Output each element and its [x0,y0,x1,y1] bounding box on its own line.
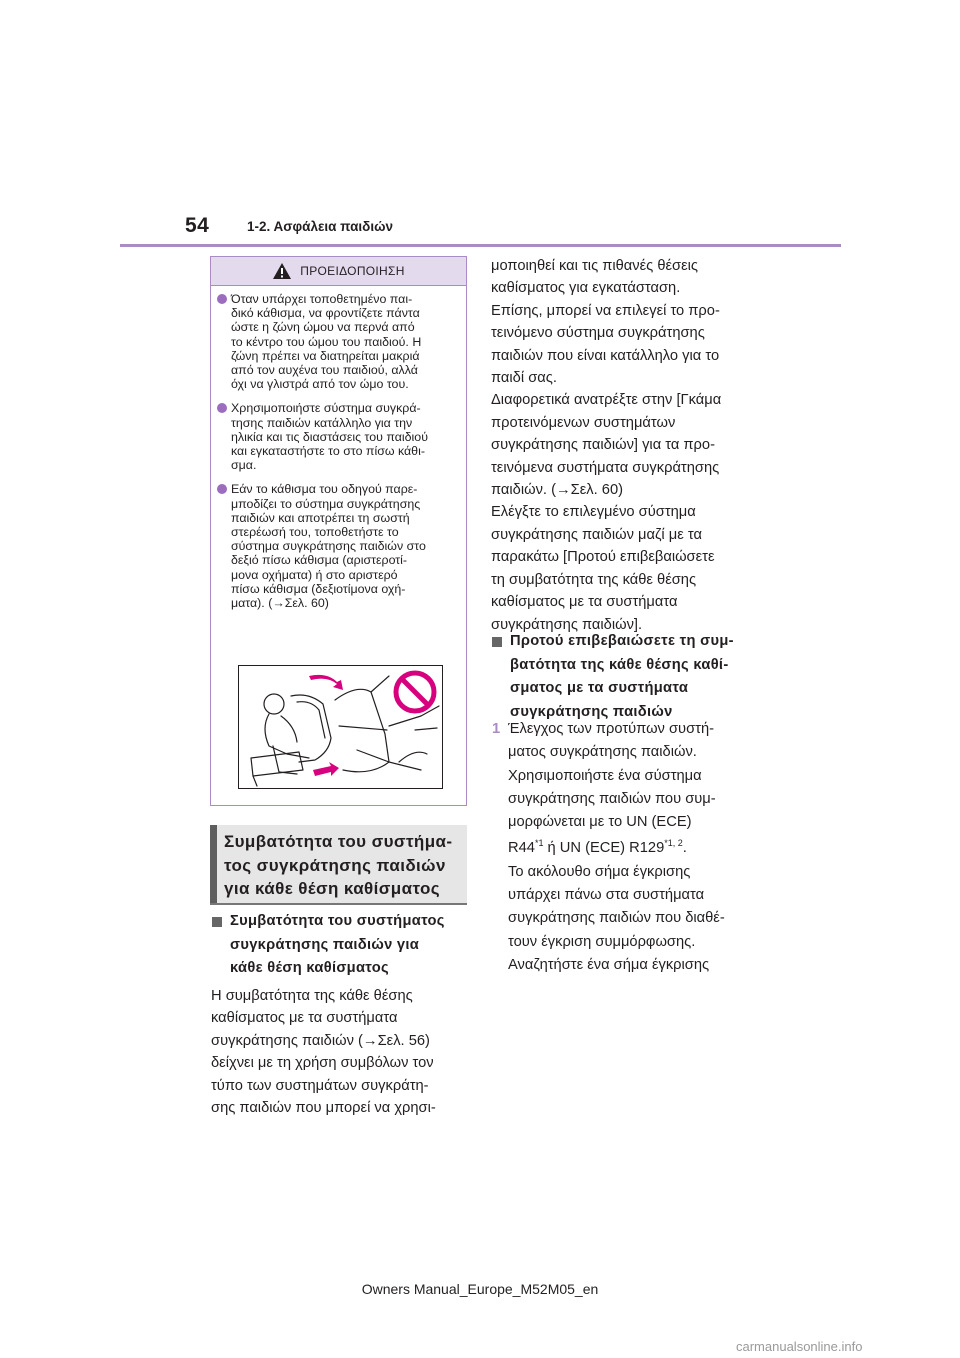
text-line: συγκράτησης παιδιών για [230,936,420,953]
text-line: προτεινόμενων συστημάτων [491,414,676,431]
child-seat-illustration [238,665,443,789]
right-subheading [492,630,754,724]
text-line: παρακάτω [Προτού επιβεβαιώσετε [491,549,715,566]
warning-item [217,401,458,472]
text-line: δείχνει με τη χρήση συμβόλων τον [211,1055,434,1072]
r44-text: R44 [508,840,535,857]
text-line: ματα). (→Σελ. 60) [231,596,329,611]
text-line: τη συμβατότητα της κάθε θέσης [491,571,697,588]
text-line: τύπο των συστημάτων συγκράτη- [211,1077,429,1094]
text-line: ζώνη πρέπει να διατηρείται μακριά [231,348,420,363]
subheading-text [510,630,734,724]
warning-item-text [231,401,428,472]
text-line: Η συμβατότητα της κάθε θέσης [211,988,413,1004]
text-line: Εάν το κάθισμα του οδηγού παρε- [231,482,418,497]
warning-title: ΠΡΟΕΙΔΟΠΟΙΗΣΗ [300,264,405,278]
text-line: μονα οχήματα) ή στο αριστερό [231,567,398,582]
step-1 [492,718,758,977]
r129-text: ή UN (ECE) R129 [543,840,665,857]
text-line: Επίσης, μπορεί να επιλεγεί το προ- [491,302,720,319]
left-subheading [212,910,468,981]
text-line: παιδί σας. [491,370,557,387]
text-line: Αναζητήστε ένα σήμα έγκρισης [508,956,710,973]
heading-side-bar [210,825,217,903]
footer: Owners Manual_Europe_M52M05_en [361,1281,599,1297]
text-line: πίσω κάθισμα (δεξιοτίμονα οχή- [231,581,406,596]
text-line: Χρησιμοποιήστε ένα σύστημα [508,767,702,784]
compatibility-heading-band [210,825,467,905]
text-line: συγκράτησης παιδιών]. [491,616,643,633]
text-line: σματος με τα συστήματα [510,680,689,696]
text-line: παιδιών που είναι κατάλληλο για το [491,347,720,364]
step-number: 1 [492,721,501,737]
text-line: Όταν υπάρχει τοποθετημένο παι- [231,292,413,306]
text-line: τεινόμενο σύστημα συγκράτησης [491,325,705,342]
bullet-dot-icon [217,484,227,494]
text-line: τος συγκράτησης παιδιών [224,855,446,875]
square-bullet-icon [212,917,222,927]
text-line: Διαφορετικά ανατρέξτε στην [Γκάμα [491,392,722,409]
text-line: καθίσματος με τα συστήματα [491,594,678,611]
text-line: μποδίζει το σύστημα συγκράτησης [231,496,421,511]
step-text [508,718,725,977]
text-line: Έλεγχος των προτύπων συστή- [508,721,715,737]
text-line: τεινόμενα συστήματα συγκράτησης [491,459,720,476]
compatibility-heading [224,830,461,901]
right-body-paragraph [491,255,753,636]
warning-item-text [231,292,421,391]
text-line: όχι να γλιστρά από τον ώμο του. [231,377,409,392]
text-line: σύστημα συγκράτησης παιδιών στο [231,539,426,554]
text-line: παιδιών. (→Σελ. 60) [491,482,624,499]
text-line: Ελέγξτε το επιλεγμένο σύστημα [491,504,696,521]
text-line: συγκράτησης παιδιών [510,703,673,720]
period-text: . [682,840,687,857]
section-title: 1-2. Ασφάλεια παιδιών [247,219,394,234]
text-line: δικό κάθισμα, να φροντίζετε πάντα [231,306,420,321]
text-line: δεξιό πίσω κάθισμα (αριστεροτί- [231,553,408,568]
text-line: τησης παιδιών κατάλληλο για την [231,415,413,430]
text-line: Χρησιμοποιήστε σύστημα συγκρά- [231,401,421,416]
text-line: Προτού επιβεβαιώσετε τη συμ- [510,633,734,649]
text-line: υπάρχει πάνω στα συστήματα [508,887,705,904]
subheading-text [230,910,445,981]
text-line: κάθε θέση καθίσματος [230,960,389,976]
text-line: και εγκαταστήστε το στο πίσω κάθι- [231,444,425,459]
text-line: παιδιών και αποτρέπει τη σωστή [231,510,410,525]
text-line: συγκράτησης παιδιών] για τα προ- [491,437,715,454]
left-body-paragraph [211,985,473,1119]
warning-header [211,257,466,286]
text-line: συγκράτησης παιδιών (→Σελ. 56) [211,1032,430,1049]
text-line: τουν έγκριση συμμόρφωσης. [508,933,696,950]
text-line: βατότητα της κάθε θέσης καθί- [510,656,729,673]
text-line: για κάθε θέση καθίσματος [224,879,440,898]
header-rule [120,244,841,247]
bullet-dot-icon [217,403,227,413]
footnote-ref: *1, 2 [664,838,683,849]
text-line: μοποιηθεί και τις πιθανές θέσεις [491,258,699,274]
text-line: καθίσματος με τα συστήματα [211,1010,398,1027]
text-line: καθίσματος για εγκατάσταση. [491,280,681,297]
text-line: συγκράτησης παιδιών που διαθέ- [508,910,725,927]
bullet-dot-icon [217,294,227,304]
child-seat-drawing [239,666,442,788]
text-line: Συμβατότητα του συστήμα- [224,832,453,851]
text-line: Συμβατότητα του συστήματος [230,913,445,929]
text-line: ματος συγκράτησης παιδιών. [508,744,697,761]
warning-item [217,292,458,391]
text-line: στερέωσή του, τοποθετήστε το [231,525,399,540]
warning-items [211,286,466,610]
text-line: ηλικία και τις διαστάσεις του παιδιού [231,429,428,444]
warning-box [210,256,467,806]
footnote-ref: *1 [534,838,544,849]
prohibited-icon [396,673,434,711]
text-line: σμα. [231,458,257,473]
warning-item [217,482,458,610]
square-bullet-icon [492,637,502,647]
page-number: 54 [185,214,210,237]
watermark-link[interactable]: carmanualsonline.info [736,1339,863,1354]
text-line: σης παιδιών που μπορεί να χρησι- [211,1100,436,1117]
warning-triangle-icon [272,262,292,280]
standards-line [508,837,725,860]
text-line: Το ακόλουθο σήμα έγκρισης [508,863,691,880]
text-line: συγκράτησης παιδιών που συμ- [508,790,716,807]
warning-item-text [231,482,426,610]
text-line: το κέντρο του ώμου του παιδιού. Η [231,334,422,349]
text-line: ώστε η ζώνη ώμου να περνά από [231,320,415,335]
text-line: μορφώνεται με το UN (ECE) [508,814,692,831]
text-line: συγκράτησης παιδιών μαζί με τα [491,526,702,543]
text-line: από τον αυχένα του παιδιού, αλλά [231,363,418,378]
